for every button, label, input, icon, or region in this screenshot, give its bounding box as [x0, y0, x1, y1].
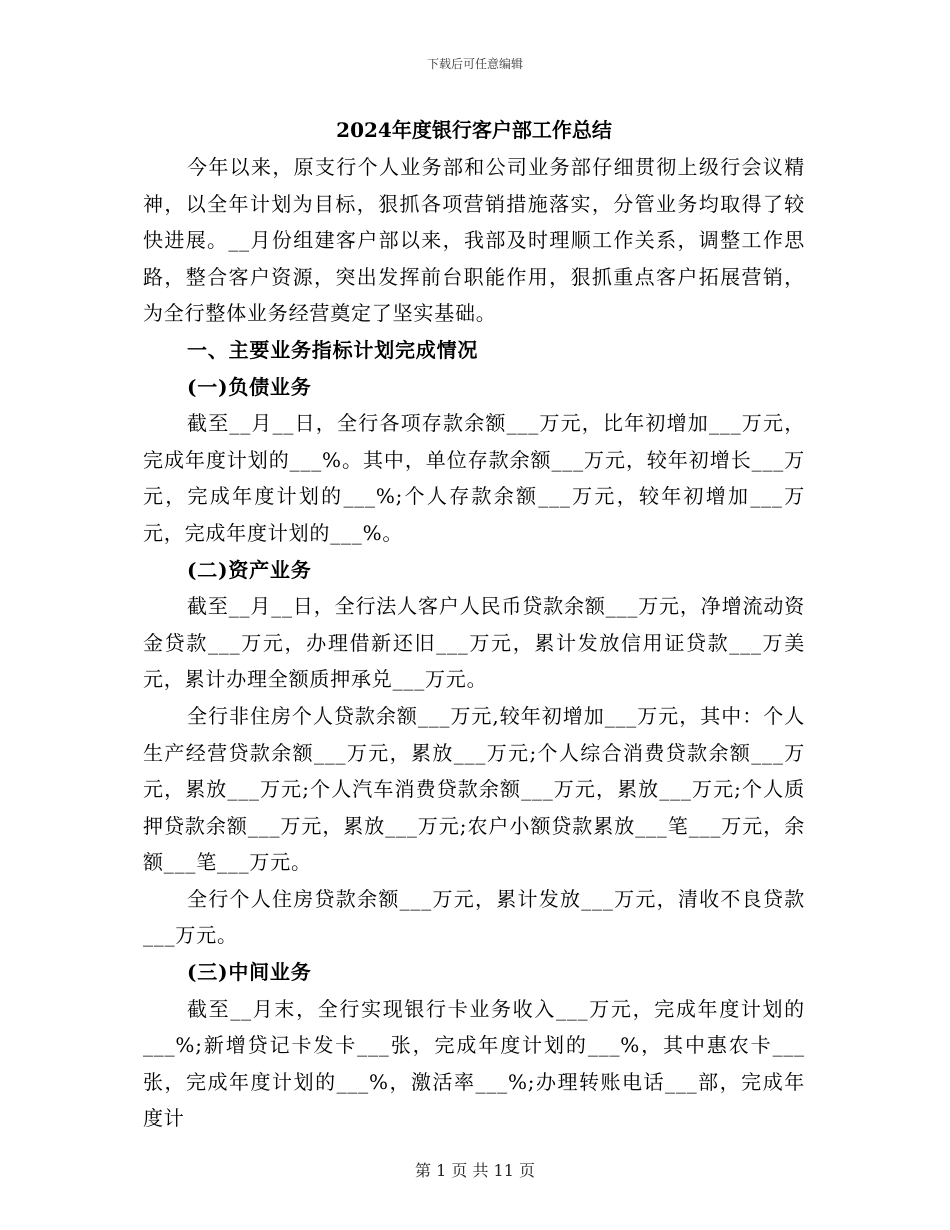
subsection-heading: (一)负债业务	[187, 374, 312, 399]
paragraph: 截至__月__日，全行各项存款余额___万元，比年初增加___万元，完成年度计划的___%。其中，单位存款余额___万元，较年初增长___万元，完成年度计划的___%;个人存款余额___万元，较年初增加___万元，完成年度计划的___%。	[143, 411, 805, 545]
document-body	[143, 112, 805, 1137]
document-title: 2024年度银行客户部工作总结	[336, 118, 612, 142]
subsection-heading: (三)中间业务	[187, 960, 312, 985]
paragraph: 全行个人住房贷款余额___万元，累计发放___万元，清收不良贷款___万元。	[143, 886, 805, 948]
section-heading: 一、主要业务指标计划完成情况	[187, 337, 479, 362]
paragraph: 今年以来，原支行个人业务部和公司业务部仔细贯彻上级行会议精神，以全年计划为目标，狠抓各项营销措施落实，分管业务均取得了较快进展。__月份组建客户部以来，我部及时理顺工作关系，调整工作思路，整合客户资源，突出发挥前台职能作用，狠抓重点客户拓展营销，为全行整体业务经营奠定了坚实基础。	[143, 155, 805, 326]
paragraph: 截至__月__日，全行法人客户人民币贷款余额___万元，净增流动资金贷款___万元，办理借新还旧___万元，累计发放信用证贷款___万美元，累计办理全额质押承兑___万元。	[143, 594, 805, 692]
subsection-heading: (二)资产业务	[187, 557, 312, 582]
paragraph: 截至__月末，全行实现银行卡业务收入___万元，完成年度计划的___%;新增贷记卡发卡___张，完成年度计划的___%，其中惠农卡___张，完成年度计划的___%，激活率___%;办理转账电话___部，完成年度计	[143, 996, 805, 1131]
paragraph: 全行非住房个人贷款余额___万元,较年初增加___万元，其中：个人生产经营贷款余额___万元，累放___万元;个人综合消费贷款余额___万元，累放___万元;个人汽车消费贷款余额___万元，累放___万元;个人质押贷款余额___万元，累放___万元;农户小额贷款累放___笔___万元，余额___笔___万元。	[143, 703, 805, 875]
page-footer: 第 1 页 共 11 页	[415, 1161, 535, 1180]
page-header: 下载后可任意编辑	[426, 57, 523, 71]
